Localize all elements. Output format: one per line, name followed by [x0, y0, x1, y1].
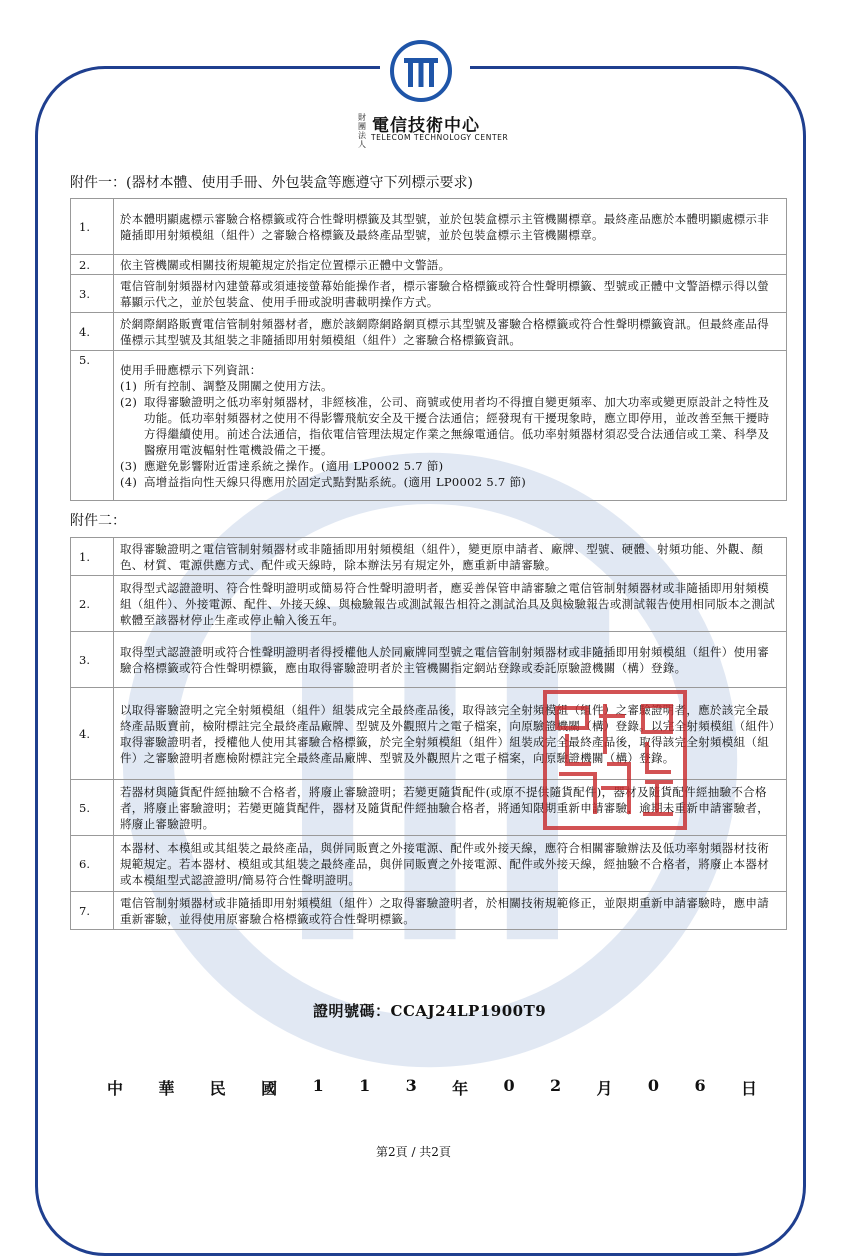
clause-text: 取得型式認證證明、符合性聲明證明或簡易符合性聲明證明者，應妥善保管申請審驗之電信管制射頻器材或非隨插即用射頻模組（組件）、外接電源、配件、外接天線、與檢驗報告或測試報告相符之測試治具及與檢驗報告或測試報告使用相同版本之測試軟體至該器材停止生產或停止輸入後五年。 [120, 580, 776, 627]
sub-clause-label: (4) [120, 474, 138, 489]
clause-text: 取得型式認證證明或符合性聲明證明者得授權他人於同廠牌同型號之電信管制射頻器材或非隨插即用射頻模組（組件）使用審驗合格標籤或符合性聲明標籤，應由取得審驗證明者於主管機關指定網站登錄或委託原驗證機關（構）登錄。 [120, 644, 769, 675]
sub-clause [120, 378, 780, 394]
clause-number: 5. [71, 351, 114, 501]
clause-text: 若器材與隨貨配件經抽驗不合格者，將廢止審驗證明；若變更隨貨配件(或原不提供隨貨配件)，器材及隨貨配件經抽驗不合格者，將廢止審驗證明；若變更隨貨配件，器材及隨貨配件經抽驗合格者，將通知限期重新申請審驗，逾期未重新申請審驗者，將廢止審驗證明。 [120, 784, 769, 831]
sub-clause-text: 所有控制、調整及開關之使用方法。 [144, 378, 333, 393]
clause-text: 以取得審驗證明之完全射頻模組（組件）組裝成完全最終產品後，取得該完全射頻模組（組件）之審驗證明者，應於該完全最終產品販賣前，檢附標註完全最終產品廠牌、型號及外觀照片之電子檔案，向原驗證機關（構）登錄。以完全射頻模組（組件）取得審驗證明者，授權他人使用其審驗合格標籤，於完全射頻模組（組件）組裝成完全最終產品後，取得該完全射頻模組（組件）之審驗證明者應檢附標註完全最終產品廠牌、型號及外觀照片之電子檔案，向原驗證機關（構）登錄。 [120, 702, 776, 765]
clause-number: 3. [71, 275, 114, 313]
date-char: 2 [550, 1076, 562, 1095]
sub-clause-label: (1) [120, 378, 138, 393]
org-name-block [358, 111, 509, 149]
clause-text: 依主管機關或相關技術規範規定於指定位置標示正體中文警語。 [120, 257, 451, 272]
clause-text: 電信管制射頻器材內建螢幕或須連接螢幕始能操作者，標示審驗合格標籤或符合性聲明標籤、型號或正體中文警語標示得以螢幕顯示代之，並於包裝盒、使用手冊或說明書載明操作方式。 [120, 278, 769, 309]
clause-text: 本器材、本模組或其組裝之最終產品，與併同販賣之外接電源、配件或外接天線，應符合相關審驗辦法及低功率射頻器材技術規範規定。若本器材、模組或其組裝之最終產品，與併同販賣之外接電源、配件或外接天線，經抽驗不合格者，將廢止本器材或本模組型式認證證明/簡易符合性聲明證明。 [120, 840, 769, 887]
clause-text: 於本體明顯處標示審驗合格標籤或符合性聲明標籤及其型號，並於包裝盒標示主管機關標章。最終產品應於本體明顯處標示非隨插即用射頻模組（組件）之審驗合格標籤及最終產品型號，並於包裝盒標示主管機關標章。 [120, 211, 769, 242]
sub-clause-text: 應避免影響附近雷達系統之操作。(適用 LP0002 5.7 節) [144, 458, 444, 473]
date-char: 1 [359, 1076, 371, 1095]
clause-text-cell [114, 199, 787, 255]
sub-clause-label: (2) [120, 394, 138, 409]
date-char: 中 [107, 1079, 124, 1098]
clause-number: 2. [71, 255, 114, 275]
clause-text: 電信管制射頻器材或非隨插即用射頻模組（組件）之取得審驗證明者，於相關技術規範修正，並限期重新申請審驗時，應申請重新審驗，並得使用原審驗合格標籤或符合性聲明標籤。 [120, 895, 769, 926]
issue-date [107, 1076, 757, 1099]
org-prefix: 財團法人 [358, 113, 366, 149]
clause-text-cell [114, 255, 787, 275]
clause-number: 1. [71, 199, 114, 255]
clause-text: 於網際網路販賣電信管制射頻器材者，應於該網際網路網頁標示其型號及審驗合格標籤或符合性聲明標籤資訊。但最終產品得僅標示其型號及其組裝之非隨插即用射頻模組（組件）之審驗合格標籤資訊。 [120, 316, 769, 347]
clause-number: 6. [71, 836, 114, 892]
date-char: 年 [452, 1079, 469, 1098]
org-name: 電信技術中心 [372, 116, 480, 136]
clause-number: 7. [71, 892, 114, 930]
clause-row [71, 632, 787, 688]
date-char: 國 [261, 1079, 278, 1098]
date-char: 日 [740, 1079, 757, 1098]
clause-text-cell [114, 892, 787, 930]
sub-clause-text: 取得審驗證明之低功率射頻器材，非經核准，公司、商號或使用者均不得擅自變更頻率、加大功率或變更原設計之特性及功能。低功率射頻器材之使用不得影響飛航安全及干擾合法通信；經發現有干擾現象時，應立即停用，並改善至無干擾時方得繼續使用。前述合法通信，指依電信管理法規定作業之無線電通信。低功率射頻器材須忍受合法通信或工業、科學及醫療用電波輻射性電機設備之干擾。 [144, 394, 770, 457]
certificate-label: 證明號碼： [313, 1002, 391, 1020]
date-char: 6 [694, 1076, 706, 1095]
clause-number: 1. [71, 538, 114, 576]
sub-clause [120, 394, 780, 458]
certificate-value: CCAJ24LP1900T9 [390, 1002, 547, 1020]
clause-row [71, 836, 787, 892]
clause-text-cell [114, 351, 787, 501]
clause-text-cell [114, 632, 787, 688]
clause-row [71, 351, 787, 501]
clause-row [71, 892, 787, 930]
date-char: 0 [503, 1076, 515, 1095]
clause-text: 使用手冊應標示下列資訊： [120, 362, 262, 377]
clause-text-cell [114, 313, 787, 351]
clause-row [71, 275, 787, 313]
clause-text: 取得審驗證明之電信管制射頻器材或非隨插即用射頻模組（組件），變更原申請者、廠牌、型號、硬體、射頻功能、外觀、顏色、材質、電源供應方式、配件或天線時，除本辦法另有規定外，應重新申請審驗。 [120, 541, 764, 572]
page-number: 第2頁 / 共2頁 [376, 1145, 451, 1159]
annex2-title: 附件二： [70, 513, 126, 529]
date-char: 月 [596, 1079, 613, 1098]
clause-row [71, 576, 787, 632]
date-char: 華 [158, 1079, 175, 1098]
clause-number: 2. [71, 576, 114, 632]
annex1-title: 附件一：(器材本體、使用手冊、外包裝盒等應遵守下列標示要求) [70, 175, 473, 191]
certificate-number [313, 1000, 546, 1021]
annex1-table [70, 198, 787, 501]
clause-number: 5. [71, 780, 114, 836]
clause-row [71, 199, 787, 255]
clause-text-cell [114, 576, 787, 632]
official-seal-stamp [543, 690, 687, 830]
sub-clause [120, 474, 780, 490]
date-char: 0 [647, 1076, 660, 1095]
clause-row [71, 313, 787, 351]
sub-clause-label: (3) [120, 458, 138, 473]
clause-number: 4. [71, 688, 114, 780]
clause-text-cell [114, 836, 787, 892]
ttc-logo-icon [390, 40, 452, 102]
org-english-name: TELECOM TECHNOLOGY CENTER [371, 133, 509, 142]
clause-text-cell [114, 275, 787, 313]
clause-row [71, 255, 787, 275]
clause-number: 4. [71, 313, 114, 351]
date-char: 民 [209, 1079, 226, 1098]
clause-row [71, 538, 787, 576]
clause-number: 3. [71, 632, 114, 688]
clause-text-cell [114, 538, 787, 576]
sub-clause-text: 高增益指向性天線只得應用於固定式點對點系統。(適用 LP0002 5.7 節) [144, 474, 527, 489]
date-char: 1 [312, 1076, 324, 1095]
sub-clause [120, 458, 780, 474]
date-char: 3 [405, 1076, 417, 1095]
